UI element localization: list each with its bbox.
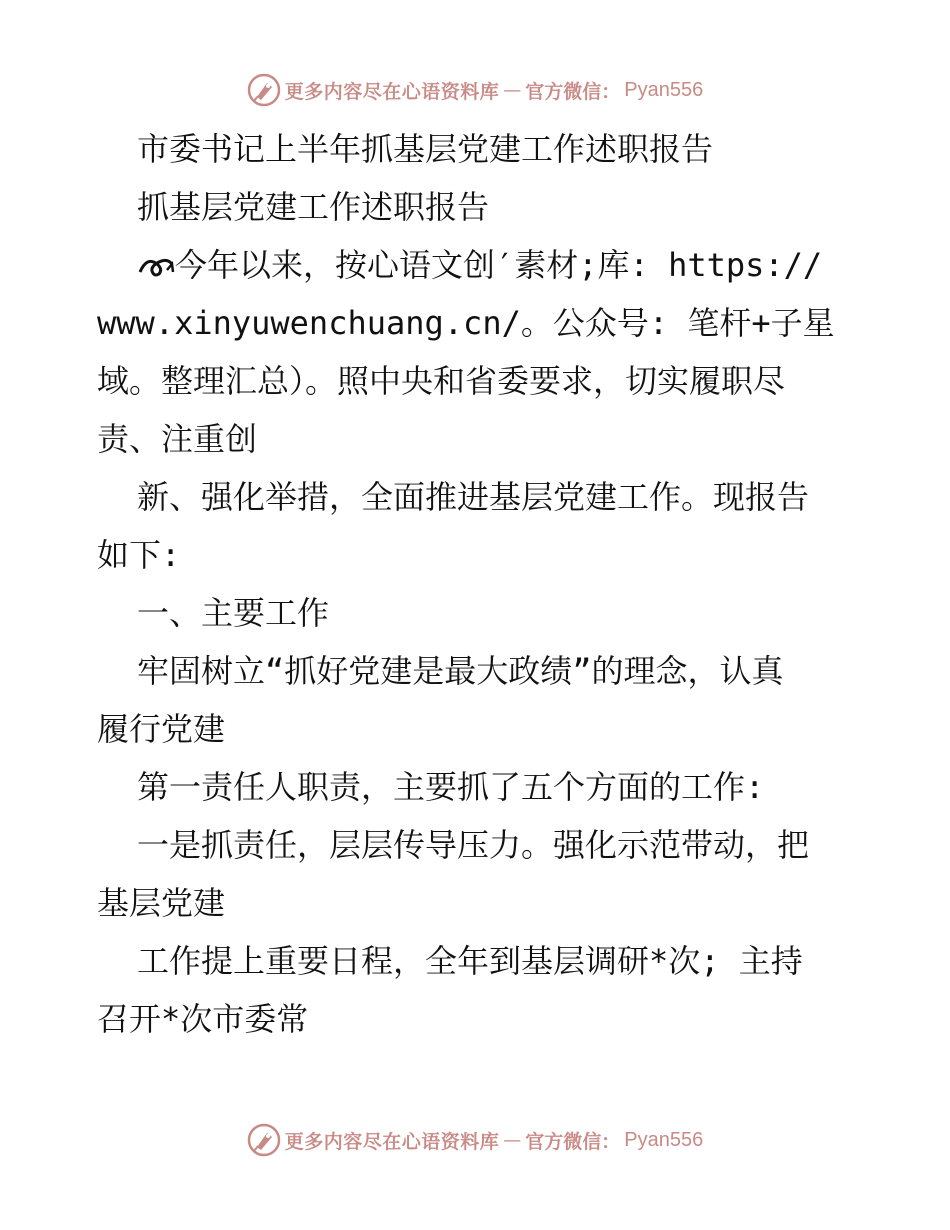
doc-paragraph-line: 基层党建 [97,884,226,922]
doc-paragraph-line: 域。整理汇总）。照中央和省委要求，切实履职尽 [97,362,786,400]
doc-paragraph-line: 新、强化举措，全面推进基层党建工作。现报告 [137,478,810,516]
banner-slogan: 更多内容尽在心语资料库 [284,1130,500,1153]
document-body [97,120,857,1048]
banner-dash: — [503,79,522,101]
banner-wechat-id: Pyan556 [624,78,704,101]
doc-paragraph-line: 责、注重创 [97,420,258,458]
doc-paragraph-line: 履行党建 [97,710,226,748]
banner-wechat-label: 官方微信： [525,1130,621,1153]
doc-paragraph-line: www.xinyuwenchuang.cn/。公众号: 笔杆+子星 [97,304,835,342]
doc-paragraph-line: 第一责任人职责，主要抓了五个方面的工作: [137,768,765,806]
banner-slogan: 更多内容尽在心语资料库 [284,80,500,103]
doc-paragraph-line: 召开*次市委常 [97,1000,309,1038]
doc-paragraph-line: 一是抓责任，层层传导压力。强化示范带动，把 [137,826,810,864]
doc-paragraph-line: 牢固树立“抓好党建是最大政绩”的理念，认真 [137,652,784,690]
doc-paragraph-line: 如下: [97,536,181,574]
swirl-ornament-icon [137,250,175,280]
doc-paragraph-line [97,236,857,294]
footer-banner [0,1120,950,1160]
doc-subtitle: 抓基层党建工作述职报告 [137,188,490,226]
doc-title: 市委书记上半年抓基层党建工作述职报告 [137,130,714,168]
pen-nib-logo-icon [247,1123,281,1157]
doc-line-text: 今年以来，按心语文创′素材;库: https:// [175,246,823,284]
banner-dash: — [503,1129,522,1151]
banner-wechat-id: Pyan556 [624,1128,704,1151]
pen-nib-logo-icon [247,73,281,107]
doc-paragraph-line: 工作提上重要日程，全年到基层调研*次; 主持 [137,942,803,980]
header-banner [0,70,950,110]
banner-wechat-label: 官方微信： [525,80,621,103]
doc-section-heading: 一、主要工作 [137,594,330,632]
